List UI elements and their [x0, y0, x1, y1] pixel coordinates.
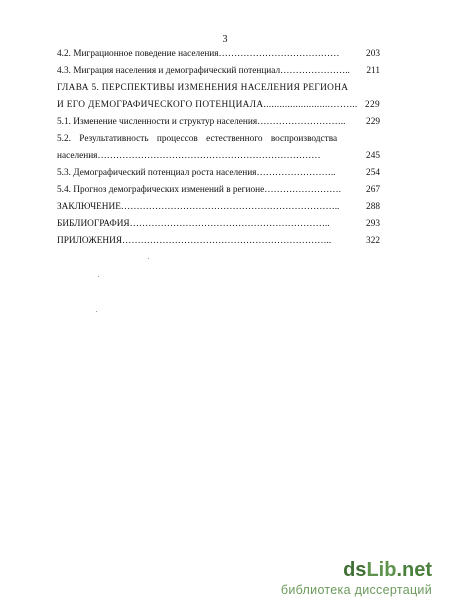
watermark-logo-lib: Lib — [366, 559, 397, 581]
toc-entry-page: 254 — [366, 168, 380, 178]
toc-entry-page: 322 — [366, 236, 380, 246]
watermark-logo-net: .net — [396, 559, 432, 581]
page-number: 3 — [222, 34, 228, 45]
toc-entry-text: 4.3. Миграция населения и демографический потенциал………………….. — [57, 66, 350, 76]
toc-entry[interactable] — [57, 97, 380, 114]
watermark-logo-ds: ds — [343, 559, 367, 581]
toc-entry-text: 5.3. Демографический потенциал роста населения…………………….. — [57, 168, 336, 178]
toc-entry-text: И ЕГО ДЕМОГРАФИЧЕСКОГО ПОТЕНЦИАЛА.........................……... — [57, 100, 358, 110]
scan-speck — [98, 276, 99, 277]
toc-entry[interactable] — [57, 114, 380, 131]
toc-entry-text: ЗАКЛЮЧЕНИЕ…………………………………………………………….. — [57, 202, 340, 212]
toc-entry-page: 245 — [366, 151, 380, 161]
scan-speck — [148, 258, 149, 259]
toc-entry-text: 5.2. Результативность процессов естественного воспроизводства — [57, 134, 338, 144]
toc-entry[interactable] — [57, 165, 380, 182]
toc-entry[interactable] — [57, 148, 380, 165]
toc-entry-text: ПРИЛОЖЕНИЯ………………………………………………………….. — [57, 236, 332, 246]
table-of-contents — [57, 46, 380, 250]
toc-entry[interactable] — [57, 233, 380, 250]
toc-entry-page: 229 — [366, 117, 380, 127]
scan-speck — [96, 311, 97, 312]
toc-chapter-heading[interactable] — [57, 80, 377, 97]
toc-entry-text: БИБЛИОГРАФИЯ……………………………………………………….. — [57, 219, 330, 229]
toc-entry-text: 4.2. Миграционное поведение населения………………………………… — [57, 49, 340, 59]
toc-entry[interactable] — [57, 182, 380, 199]
toc-entry-text: населения……………………………………………………………… — [57, 151, 321, 161]
toc-entry[interactable] — [57, 63, 380, 80]
dslib-watermark — [281, 559, 432, 597]
toc-entry-page: 288 — [366, 202, 380, 212]
toc-entry-text: ГЛАВА 5. ПЕРСПЕКТИВЫ ИЗМЕНЕНИЯ НАСЕЛЕНИЯ РЕГИОНА — [57, 83, 349, 93]
watermark-logo — [281, 559, 432, 581]
toc-entry-page: 211 — [366, 66, 380, 76]
toc-entry-page: 293 — [366, 219, 380, 229]
toc-entry-text: 5.1. Изменение численности и структур населения……………………….. — [57, 117, 346, 127]
toc-entry-page: 229 — [365, 100, 380, 110]
toc-entry[interactable] — [57, 199, 380, 216]
watermark-subtitle: библиотека диссертаций — [280, 583, 432, 597]
toc-entry-page: 267 — [366, 185, 380, 195]
toc-entry[interactable] — [57, 216, 380, 233]
toc-entry-page: 203 — [366, 49, 380, 59]
toc-entry[interactable] — [57, 131, 377, 148]
toc-entry[interactable] — [57, 46, 380, 63]
toc-entry-text: 5.4. Прогноз демографических изменений в регионе……………………. — [57, 185, 341, 195]
